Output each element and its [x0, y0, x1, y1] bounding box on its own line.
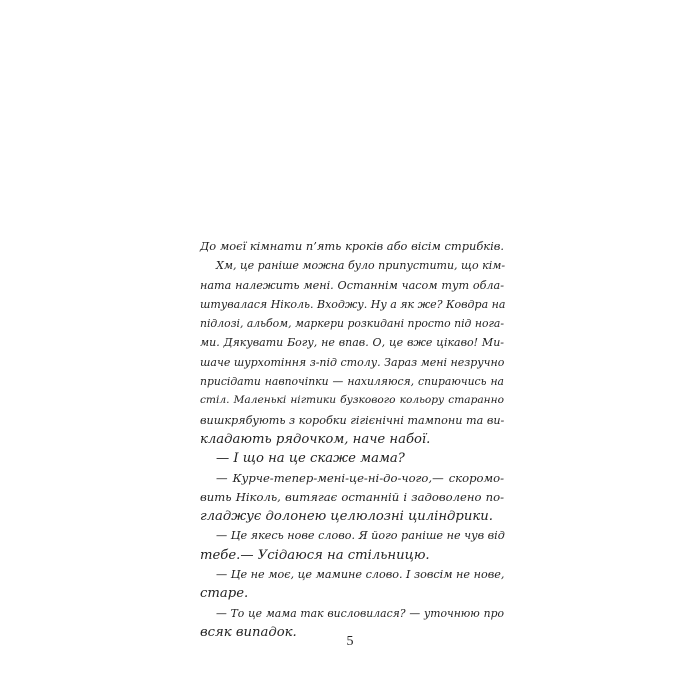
text-line: — То це мама так висловилася? — уточнюю про: [216, 606, 504, 620]
text-line: гладжує долонею целюлозні циліндрики.: [200, 509, 493, 525]
text-line: штувалася Ніколь. Входжу. Ну а як же? Ковдра на: [200, 297, 506, 311]
text-line: — І що на це скаже мама?: [216, 451, 405, 467]
text-line: всяк випадок.: [200, 624, 297, 640]
text-line: стіл. Маленькі нігтики бузкового кольору старанно: [200, 394, 504, 407]
text-line: присідати навпочіпки — нахиляюся, спираючись на: [200, 375, 504, 389]
body-text: [200, 237, 504, 642]
text-line: тебе.— Усідаюся на стільницю.: [200, 547, 430, 563]
page-number: 5: [346, 634, 354, 649]
text-line: — Це якесь нове слово. Я його раніше не чув від: [216, 529, 505, 543]
text-line: підлозі, альбом, маркери розкидані просто під нога-: [200, 317, 504, 331]
text-line: шаче шурхотіння з-під столу. Зараз мені незручно: [200, 355, 505, 369]
text-line: вить Ніколь, витягає останній і задоволено по-: [200, 489, 504, 504]
text-line: Хм, це раніше можна було припустити, що кім-: [216, 259, 506, 273]
text-line: кладають рядочком, наче набої.: [200, 431, 431, 447]
text-line: старе.: [200, 586, 249, 602]
text-line: вишкрябують з коробки гігієнічні тампони та ви-: [200, 413, 505, 427]
text-line: — Курче-тепер-мені-це-ні-до-чого,— скоромо-: [216, 470, 504, 485]
text-line: ми. Дякувати Богу, не впав. О, це вже цікаво! Ми-: [200, 336, 504, 350]
text-line: — Це не моє, це мамине слово. І зовсім не нове,: [216, 568, 505, 582]
text-line: До моєї кімнати п’ять кроків або вісім стрибків.: [200, 239, 504, 253]
text-line: ната належить мені. Останнім часом тут обла-: [200, 278, 504, 292]
